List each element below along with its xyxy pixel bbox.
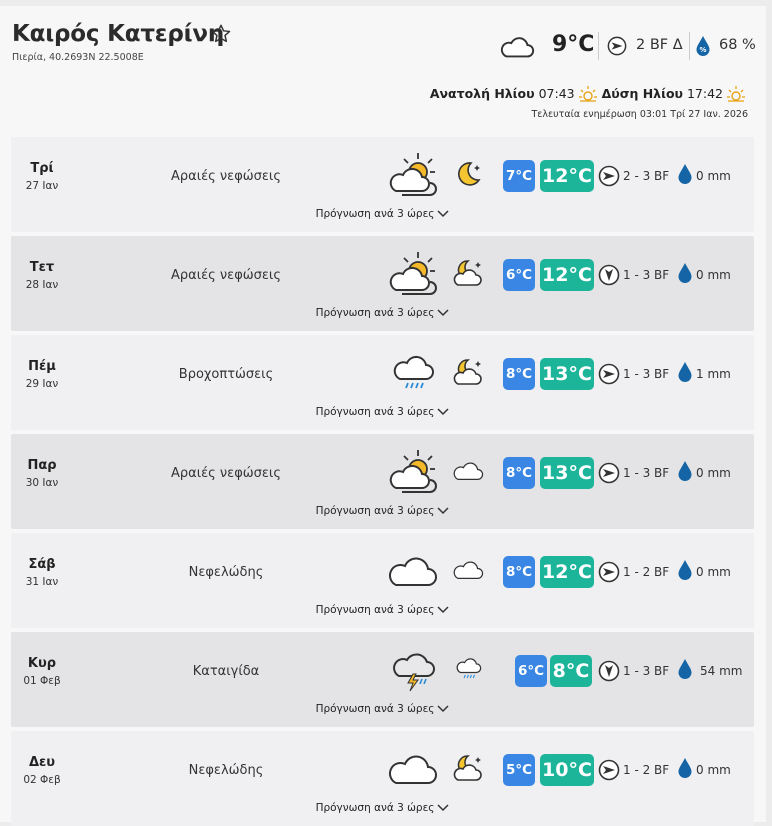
rain-amount: 0 mm <box>696 763 731 777</box>
min-temperature-badge: 8°C <box>503 457 535 489</box>
day-date: 29 Ιαν <box>25 378 59 390</box>
rain-cloud-icon <box>453 654 485 684</box>
weather-description: Αραιές νεφώσεις <box>171 268 281 283</box>
rain-amount: 1 mm <box>696 367 731 381</box>
partly-cloudy-sun-icon <box>388 250 440 296</box>
rain-drop-icon <box>677 460 693 482</box>
rain-amount: 0 mm <box>696 466 731 480</box>
thunderstorm-icon <box>388 646 440 692</box>
day-name: Πέμ <box>28 359 56 374</box>
chevron-down-icon <box>437 506 449 516</box>
forecast-toggle-label: Πρόγνωση ανά 3 ώρες <box>315 505 435 517</box>
cloud-icon <box>388 745 440 791</box>
rain-amount: 54 mm <box>700 664 743 678</box>
wind-strength: 1 - 3 BF <box>623 466 670 480</box>
wind-strength: 1 - 3 BF <box>623 367 670 381</box>
day-row[interactable] <box>11 236 754 331</box>
rain-amount: 0 mm <box>696 268 731 282</box>
chevron-down-icon <box>437 803 449 813</box>
divider <box>689 32 690 60</box>
day-row[interactable] <box>11 533 754 628</box>
location-coordinates: Πιερία, 40.2693N 22.5008E <box>12 52 144 63</box>
chevron-down-icon <box>437 407 449 417</box>
max-temperature-badge: 12°C <box>540 160 594 192</box>
day-row[interactable] <box>11 434 754 529</box>
last-updated: Τελευταία ενημέρωση 03:01 Τρί 27 Ιαν. 2026 <box>531 109 748 120</box>
weather-description: Αραιές νεφώσεις <box>171 169 281 184</box>
current-wind: 2 BF Δ <box>636 37 683 53</box>
cloudy-moon-icon <box>453 357 485 387</box>
partly-cloudy-sun-icon <box>388 448 440 494</box>
weather-description: Νεφελώδης <box>188 565 264 580</box>
weather-description: Νεφελώδης <box>188 763 264 778</box>
current-humidity: 68 % <box>719 37 756 53</box>
forecast-toggle-label: Πρόγνωση ανά 3 ώρες <box>315 208 435 220</box>
max-temperature-badge: 12°C <box>540 556 594 588</box>
min-temperature-badge: 5°C <box>503 754 535 786</box>
forecast-toggle-label: Πρόγνωση ανά 3 ώρες <box>315 703 435 715</box>
south-arrow-icon <box>598 660 620 682</box>
current-temperature: 9°C <box>552 32 595 57</box>
day-date: 30 Ιαν <box>25 477 59 489</box>
weather-description: Αραιές νεφώσεις <box>171 466 281 481</box>
forecast-toggle-label: Πρόγνωση ανά 3 ώρες <box>315 802 435 814</box>
three-hour-forecast-toggle[interactable] <box>11 406 754 418</box>
wind-strength: 1 - 2 BF <box>623 763 670 777</box>
east-arrow-icon <box>598 363 620 385</box>
day-date: 01 Φεβ <box>23 675 61 687</box>
chevron-down-icon <box>437 605 449 615</box>
sunset-time: 17:42 <box>686 85 723 101</box>
three-hour-forecast-toggle[interactable] <box>11 604 754 616</box>
sunset-label: Δύση Ηλίου <box>601 85 683 101</box>
wind-strength: 2 - 3 BF <box>623 169 670 183</box>
max-temperature-badge: 8°C <box>550 655 592 687</box>
east-arrow-icon <box>598 561 620 583</box>
day-date: 02 Φεβ <box>23 774 61 786</box>
chevron-down-icon <box>437 704 449 714</box>
max-temperature-badge: 13°C <box>540 457 594 489</box>
day-name: Παρ <box>27 458 57 473</box>
cloud-icon <box>453 456 485 486</box>
cloud-icon <box>498 30 536 62</box>
rain-amount: 0 mm <box>696 169 731 183</box>
min-temperature-badge: 6°C <box>515 655 547 687</box>
humidity-drop-icon <box>695 35 711 57</box>
day-name: Τρί <box>30 161 54 176</box>
cloud-icon <box>453 555 485 585</box>
day-row[interactable] <box>11 137 754 232</box>
sun-times <box>430 84 750 102</box>
min-temperature-badge: 8°C <box>503 358 535 390</box>
day-date: 28 Ιαν <box>25 279 59 291</box>
south-arrow-icon <box>598 264 620 286</box>
chevron-down-icon <box>437 308 449 318</box>
rain-drop-icon <box>677 757 693 779</box>
forecast-toggle-label: Πρόγνωση ανά 3 ώρες <box>315 307 435 319</box>
wind-direction-icon <box>607 36 627 56</box>
rain-drop-icon <box>677 559 693 581</box>
sunset-icon <box>726 84 746 102</box>
max-temperature-badge: 10°C <box>540 754 594 786</box>
rain-cloud-icon <box>388 349 440 395</box>
three-hour-forecast-toggle[interactable] <box>11 703 754 715</box>
rain-amount: 0 mm <box>696 565 731 579</box>
day-name: Κυρ <box>27 656 57 671</box>
max-temperature-badge: 13°C <box>540 358 594 390</box>
moon-icon <box>453 159 485 189</box>
rain-drop-icon <box>677 262 693 284</box>
day-date: 27 Ιαν <box>25 180 59 192</box>
sunrise-time: 07:43 <box>538 85 575 101</box>
cloud-icon <box>388 547 440 593</box>
weather-description: Βροχοπτώσεις <box>178 367 274 382</box>
day-row[interactable] <box>11 632 754 727</box>
wind-strength: 1 - 3 BF <box>623 664 670 678</box>
sunrise-label: Ανατολή Ηλίου <box>429 85 535 101</box>
divider <box>598 32 599 60</box>
day-name: Τετ <box>29 260 55 275</box>
cloudy-moon-icon <box>453 753 485 783</box>
sunrise-icon <box>578 84 598 102</box>
day-name: Δευ <box>28 755 56 770</box>
wind-strength: 1 - 2 BF <box>623 565 670 579</box>
day-name: Σάβ <box>28 557 56 572</box>
day-date: 31 Ιαν <box>25 576 59 588</box>
east-arrow-icon <box>598 462 620 484</box>
max-temperature-badge: 12°C <box>540 259 594 291</box>
partly-cloudy-sun-icon <box>388 151 440 197</box>
min-temperature-badge: 8°C <box>503 556 535 588</box>
three-hour-forecast-toggle[interactable] <box>11 802 754 814</box>
east-arrow-icon <box>598 165 620 187</box>
rain-drop-icon <box>677 658 693 680</box>
chevron-down-icon <box>437 209 449 219</box>
weather-description: Καταιγίδα <box>192 664 260 679</box>
three-hour-forecast-toggle[interactable] <box>11 505 754 517</box>
page-title: Καιρός Κατερίνη <box>12 21 225 47</box>
wind-strength: 1 - 3 BF <box>623 268 670 282</box>
day-row[interactable] <box>11 731 754 826</box>
forecast-toggle-label: Πρόγνωση ανά 3 ώρες <box>315 604 435 616</box>
three-hour-forecast-toggle[interactable] <box>11 307 754 319</box>
rain-drop-icon <box>677 361 693 383</box>
favorite-star-icon[interactable] <box>210 23 232 45</box>
min-temperature-badge: 6°C <box>503 259 535 291</box>
east-arrow-icon <box>598 759 620 781</box>
cloudy-moon-icon <box>453 258 485 288</box>
three-hour-forecast-toggle[interactable] <box>11 208 754 220</box>
day-row[interactable] <box>11 335 754 430</box>
rain-drop-icon <box>677 163 693 185</box>
forecast-toggle-label: Πρόγνωση ανά 3 ώρες <box>315 406 435 418</box>
svg-text:%: % <box>699 46 707 54</box>
min-temperature-badge: 7°C <box>503 160 535 192</box>
